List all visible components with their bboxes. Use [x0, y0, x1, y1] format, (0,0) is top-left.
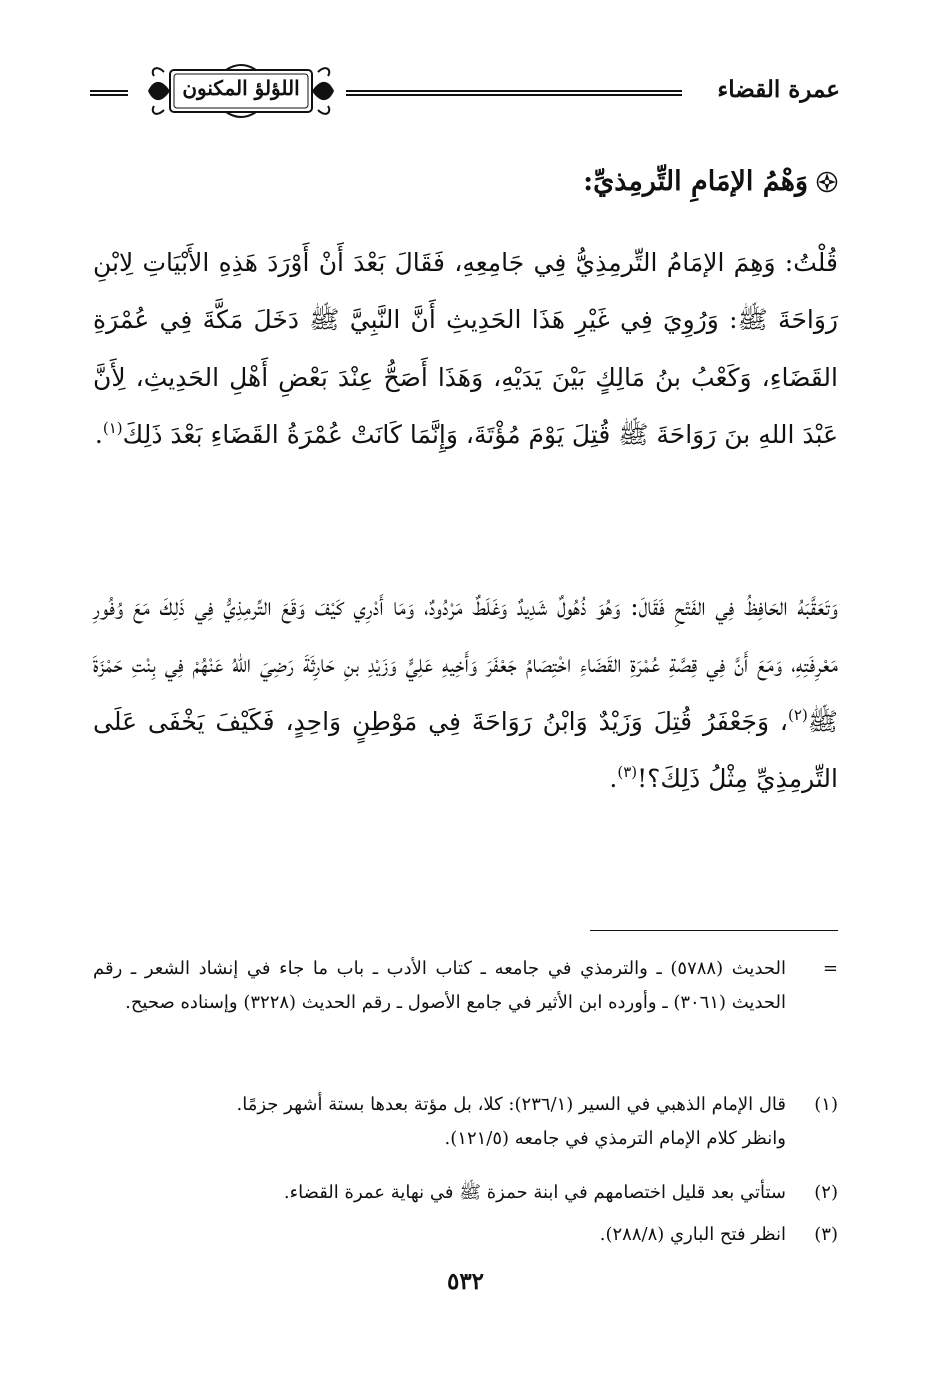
paragraph-1-end: .: [94, 420, 103, 450]
page-number: ٥٣٢: [446, 1268, 485, 1295]
footnote-2: [93, 1176, 838, 1210]
body-paragraph-1: [93, 234, 838, 464]
footnote-3-body: انظر فتح الباري (٢٨٨/٨).: [599, 1224, 786, 1245]
header-double-rule-right: [346, 90, 682, 96]
continuation-text: الحديث (٥٧٨٨) ـ والترمذي في جامعه ـ كتاب الأدب ـ باب ما جاء في إنشاد الشعر ـ رقم الحديث (٣٠٦١) ـ وأورده ابن الأثير في جامع الأصول ـ رقم الحديث (٣٢٢٨) وإسناده صحيح.: [93, 958, 786, 1013]
book-title-cartouche: [146, 62, 336, 120]
footnote-1: [93, 1088, 838, 1156]
footnote-1-line-2: وانظر كلام الإمام الترمذي في جامعه (١٢١/٥).: [444, 1128, 786, 1149]
paragraph-2-end: .: [609, 764, 618, 794]
footnote-divider: [590, 930, 838, 931]
footnote-1-line-1: قال الإمام الذهبي في السير (٢٣٦/١): كلا، بل مؤتة بعدها بستة أشهر جزمًا.: [236, 1094, 786, 1115]
footnote-1-number: (١): [814, 1094, 838, 1115]
section-heading: [583, 166, 838, 197]
footnote-3-number: (٣): [814, 1224, 838, 1245]
paragraph-1-text: قُلْتُ: وَهِمَ الإمَامُ التِّرمِذِيُّ فِي جَامِعِهِ، فَقَالَ بَعْدَ أَنْ أَوْرَدَ هَذِهِ الأَبْيَاتِ لِابْنِ رَوَاحَةَ ﷺ: وَرُوِيَ فِي غَيْرِ هَذَا الحَدِيثِ أَنَّ النَّبِيَّ ﷺ دَخَلَ مَكَّةَ فِي عُمْرَةِ القَضَاءِ، وَكَعْبُ بنُ مَالِكٍ بَيْنَ يَدَيْهِ، وَهَذَا أَصَحُّ عِنْدَ بَعْضِ أَهْلِ الحَدِيثِ، لِأَنَّ عَبْدَ اللهِ بنَ رَوَاحَةَ ﷺ قُتِلَ يَوْمَ مُؤْتَةَ، وَإِنَّمَا كَانَتْ عُمْرَةُ القَضَاءِ بَعْدَ ذَلِكَ: [93, 248, 838, 450]
flower-ornament-icon: [816, 171, 838, 193]
footnote-ref-1[interactable]: (١): [102, 419, 123, 438]
continuation-mark: =: [822, 958, 838, 979]
section-heading-text: وَهْمُ الإمَامِ التِّرمِذيِّ:: [583, 166, 808, 197]
header-double-rule-left: [90, 90, 128, 96]
footnote-2-body: ستأتي بعد قليل اختصامهم في ابنة حمزة ﷺ في نهاية عمرة القضاء.: [283, 1182, 786, 1203]
footnote-ref-3[interactable]: (٣): [617, 763, 638, 782]
paragraph-2-text-b: ، وَجَعْفَرُ قُتِلَ وَزَيْدٌ وَابْنُ رَوَاحَةَ فِي مَوْطِنٍ وَاحِدٍ، فَكَيْفَ يَخْفَى عَلَى التِّرمِذِيِّ مِثْلُ ذَلِكَ؟!: [93, 706, 838, 794]
body-paragraph-2: [93, 578, 838, 808]
book-title: اللؤلؤ المكنون: [182, 76, 300, 100]
footnote-2-number: (٢): [814, 1182, 838, 1203]
footnote-1-body: [93, 1088, 786, 1156]
paragraph-2-text-a: وَتَعَقَّبَهُ الحَافِظُ فِي الفَتْحِ فَقَالَ: وَهُوَ ذُهُولٌ شَدِيدٌ وَغَلَطٌ مَرْدُودٌ، وَمَا أَدْرِي كَيْفَ وَقَعَ التِّرمِذِيُّ فِي ذَلِكَ مَعَ وُفُورِ مَعْرِفَتِهِ، وَمَعَ أَنَّ فِي قِصَّةِ عُمْرَةِ القَضَاءِ اخْتِصَامُ جَعْفَرَ وَأَخِيهِ عَلِيٍّ وَزَيْدِ بنِ حَارِثَةَ رَضِيَ اللهُ عَنْهُمْ فِي بِنْتِ حَمْزَةَ ﷺ: [93, 592, 838, 736]
footnote-3: [93, 1218, 838, 1252]
footnote-continuation: [93, 952, 838, 1020]
running-header: [90, 62, 840, 122]
chapter-title: عمرة القضاء: [717, 76, 840, 103]
footnote-ref-2[interactable]: (٢): [788, 705, 808, 724]
